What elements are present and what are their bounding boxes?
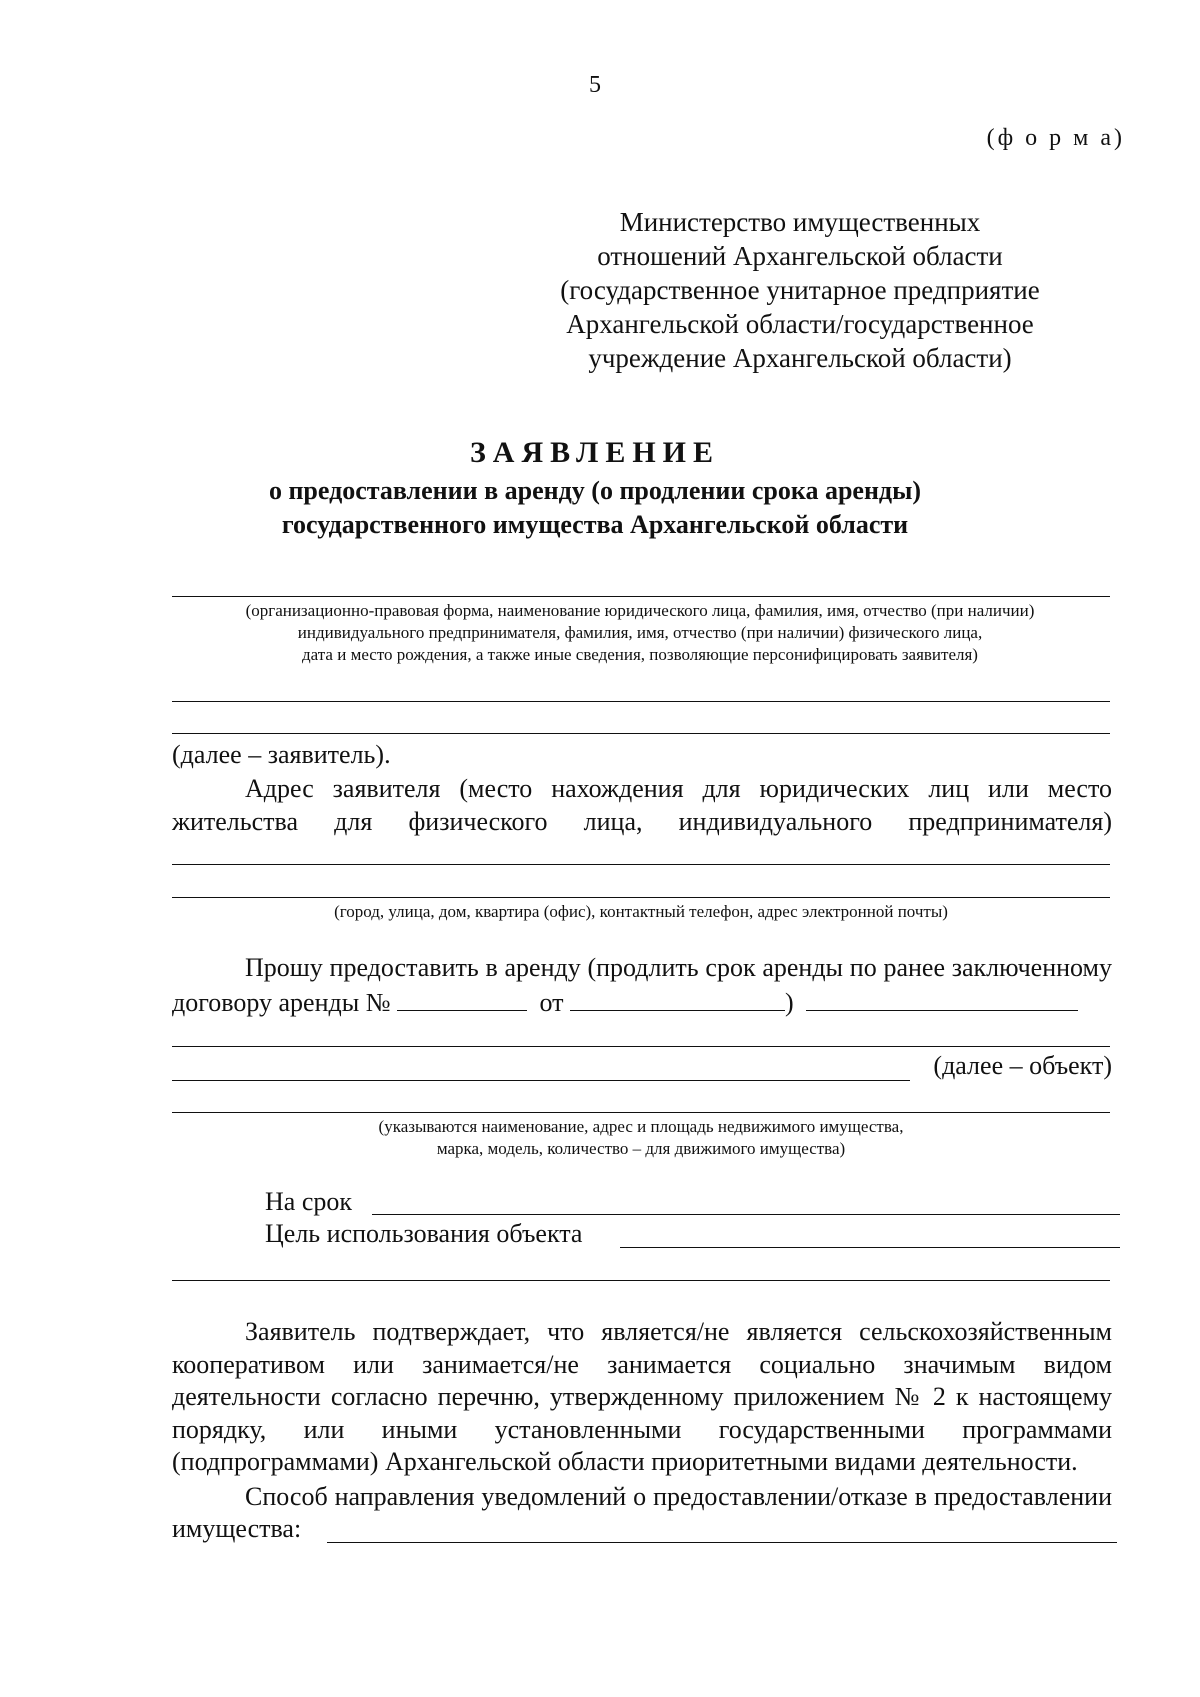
paragraph-line: деятельности согласно перечню, утвержденному приложением № 2 к настоящему bbox=[172, 1382, 1112, 1411]
note-line: дата и место рождения, а также иные сведения, позволяющие персонифицировать заявителя) bbox=[302, 645, 978, 664]
object-field-inline[interactable] bbox=[806, 984, 1078, 1011]
note-line: индивидуального предпринимателя, фамилия, имя, отчество (при наличии) физического лица, bbox=[297, 623, 983, 642]
recipient-line: отношений Архангельской области bbox=[597, 241, 1003, 271]
notification-paragraph bbox=[172, 1481, 1112, 1514]
form-label: (ф о р м а) bbox=[986, 125, 1125, 151]
paragraph-line: (подпрограммами) Архангельской области приоритетными видами деятельности. bbox=[172, 1447, 1078, 1476]
from-label: от bbox=[539, 988, 564, 1017]
purpose-field[interactable] bbox=[620, 1247, 1120, 1248]
recipient-line: Архангельской области/государственное bbox=[566, 309, 1034, 339]
paragraph-line: Заявитель подтверждает, что является/не является сельскохозяйственным bbox=[245, 1317, 1112, 1346]
object-note bbox=[172, 1116, 1110, 1160]
term-field[interactable] bbox=[372, 1214, 1120, 1215]
paragraph-line: жительства для физического лица, индивидуального предпринимателя) bbox=[172, 806, 1112, 836]
subtitle-line: государственного имущества Архангельской области bbox=[281, 510, 909, 539]
notification-field[interactable] bbox=[327, 1542, 1117, 1543]
purpose-field-line-2[interactable] bbox=[172, 1280, 1110, 1281]
applicant-field-line-3[interactable] bbox=[172, 733, 1110, 734]
contract-prefix: договору аренды № bbox=[172, 988, 391, 1017]
page-number: 5 bbox=[589, 72, 601, 98]
contract-line bbox=[172, 984, 1112, 1019]
applicant-suffix: (далее – заявитель). bbox=[172, 740, 391, 769]
address-field-line-2[interactable] bbox=[172, 897, 1110, 898]
purpose-label: Цель использования объекта bbox=[265, 1219, 583, 1248]
notification-label: имущества: bbox=[172, 1514, 302, 1543]
recipient-line: учреждение Архангельской области) bbox=[588, 343, 1012, 373]
recipient-line: (государственное унитарное предприятие bbox=[560, 275, 1040, 305]
note-line: (организационно-правовая форма, наименование юридического лица, фамилия, имя, отчество (при наличии) bbox=[245, 601, 1035, 620]
close-paren: ) bbox=[785, 988, 794, 1017]
applicant-name-field[interactable] bbox=[172, 596, 1110, 597]
object-field-line-1[interactable] bbox=[172, 1046, 1110, 1047]
note-line: марка, модель, количество – для движимого имущества) bbox=[436, 1139, 846, 1158]
contract-number-field[interactable] bbox=[397, 984, 527, 1011]
recipient-line: Министерство имущественных bbox=[619, 207, 981, 237]
document-subtitle bbox=[0, 474, 1190, 542]
address-note: (город, улица, дом, квартира (офис), контактный телефон, адрес электронной почты) bbox=[334, 902, 948, 921]
paragraph-line: Прошу предоставить в аренду (продлить срок аренды по ранее заключенному bbox=[245, 953, 1112, 982]
object-suffix: (далее – объект) bbox=[933, 1051, 1112, 1080]
term-label: На срок bbox=[265, 1187, 352, 1216]
paragraph-line: кооперативом или занимается/не занимается социально значимым видом bbox=[172, 1349, 1112, 1379]
applicant-note bbox=[150, 600, 1130, 666]
recipient-block bbox=[540, 205, 1060, 375]
confirmation-paragraph bbox=[172, 1316, 1112, 1479]
document-title: ЗАЯВЛЕНИЕ bbox=[469, 436, 721, 469]
request-paragraph bbox=[172, 952, 1112, 985]
paragraph-line: Способ направления уведомлений о предоставлении/отказе в предоставлении bbox=[245, 1482, 1112, 1511]
address-field-line-1[interactable] bbox=[172, 864, 1110, 865]
note-line: (указываются наименование, адрес и площадь недвижимого имущества, bbox=[378, 1117, 904, 1136]
paragraph-line: Адрес заявителя (место нахождения для юридических лиц или место bbox=[245, 774, 1112, 803]
object-field-line-2[interactable] bbox=[172, 1080, 910, 1081]
address-paragraph bbox=[172, 773, 1112, 838]
paragraph-line: порядку, или иными установленными государственными программами bbox=[172, 1414, 1112, 1444]
subtitle-line: о предоставлении в аренду (о продлении срока аренды) bbox=[268, 476, 922, 505]
contract-date-field[interactable] bbox=[570, 984, 785, 1011]
applicant-field-line-2[interactable] bbox=[172, 701, 1110, 702]
object-field-line-3[interactable] bbox=[172, 1112, 1110, 1113]
